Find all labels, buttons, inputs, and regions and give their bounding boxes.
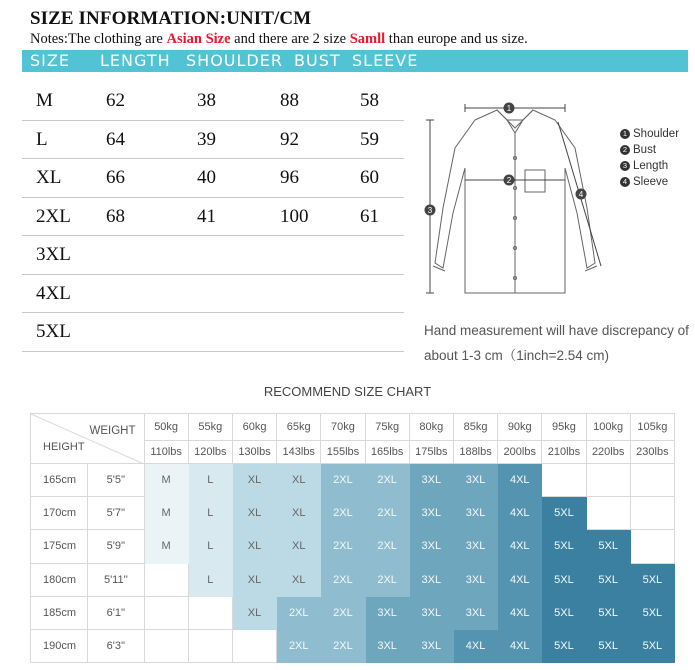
size-cell: 5XL	[586, 596, 630, 629]
size-row	[22, 236, 404, 275]
size-row-sleeve: 59	[360, 128, 379, 150]
size-cell: 3XL	[409, 497, 453, 530]
height-ft: 5'7''	[88, 497, 144, 530]
size-cell: 2XL	[365, 530, 409, 563]
size-cell: 3XL	[453, 464, 497, 497]
size-info-title: SIZE INFORMATION:UNIT/CM	[30, 8, 312, 29]
size-row-bust: 88	[280, 90, 299, 111]
size-cell: 2XL	[277, 629, 321, 662]
size-cell: 4XL	[498, 530, 542, 563]
diagram-legend	[620, 126, 679, 190]
weight-kg-header: 90kg	[498, 414, 542, 441]
weight-lbs-header: 230lbs	[630, 441, 674, 464]
weight-kg-header: 55kg	[188, 414, 232, 441]
size-row-size: L	[36, 128, 48, 150]
size-row-shoulder: 41	[197, 205, 216, 227]
size-cell: XL	[232, 464, 276, 497]
weight-lbs-header: 220lbs	[586, 441, 630, 464]
size-cell: XL	[232, 563, 276, 596]
weight-kg-header: 85kg	[453, 414, 497, 441]
size-cell: 5XL	[542, 629, 586, 662]
size-cell: M	[144, 464, 188, 497]
size-cell: 2XL	[365, 464, 409, 497]
size-row-length: 62	[106, 90, 125, 111]
recommend-size-chart	[30, 413, 675, 663]
measurement-header-banner	[22, 50, 688, 72]
marker-4-label: 4	[578, 190, 584, 199]
weight-kg-header: 70kg	[321, 414, 365, 441]
size-cell: 2XL	[321, 596, 365, 629]
size-row-sleeve: 58	[360, 90, 379, 111]
size-cell: L	[188, 464, 232, 497]
banner-length-label: LENGTH	[100, 51, 171, 70]
size-cell: 2XL	[277, 596, 321, 629]
size-cell: 3XL	[453, 596, 497, 629]
legend-label-length: Length	[633, 160, 669, 172]
chart-corner	[31, 414, 145, 464]
legend-num-1: 1	[620, 129, 630, 139]
notes-samll: Samll	[349, 31, 386, 47]
corner-diagonal	[31, 414, 144, 464]
height-ft: 6'3''	[88, 629, 144, 662]
height-ft: 5'9''	[88, 530, 144, 563]
height-label: HEIGHT	[43, 441, 85, 454]
size-cell: 5XL	[630, 563, 674, 596]
size-cell: 3XL	[365, 596, 409, 629]
legend-bust	[620, 142, 679, 158]
size-cell: XL	[277, 497, 321, 530]
height-ft: 6'1''	[88, 596, 144, 629]
height-cm: 175cm	[31, 530, 88, 563]
empty-cell	[144, 563, 188, 596]
size-row-size: 2XL	[36, 205, 71, 227]
weight-kg-header: 65kg	[277, 414, 321, 441]
size-row	[22, 198, 404, 237]
size-cell: 2XL	[321, 497, 365, 530]
size-cell: XL	[277, 530, 321, 563]
size-cell: 5XL	[586, 530, 630, 563]
empty-cell	[232, 629, 276, 662]
legend-length	[620, 158, 679, 174]
height-cm: 170cm	[31, 497, 88, 530]
size-cell: 4XL	[498, 464, 542, 497]
weight-label: WEIGHT	[89, 425, 136, 437]
size-cell: 5XL	[630, 596, 674, 629]
size-cell: 3XL	[453, 563, 497, 596]
size-cell: 4XL	[498, 596, 542, 629]
size-cell: 2XL	[321, 563, 365, 596]
size-row-size: 3XL	[36, 244, 71, 265]
hand-note-line-2: about 1-3 cm（1inch=2.54 cm)	[424, 348, 609, 363]
size-row-size: XL	[36, 167, 62, 188]
banner-size-label: SIZE	[30, 51, 70, 70]
empty-cell	[144, 596, 188, 629]
height-cm: 190cm	[31, 629, 88, 662]
size-cell: 3XL	[365, 629, 409, 662]
legend-label-sleeve: Sleeve	[633, 176, 669, 188]
notes-suffix: than europe and us size.	[385, 31, 528, 47]
chart-row	[31, 497, 675, 530]
empty-cell	[630, 497, 674, 530]
size-cell: L	[188, 563, 232, 596]
marker-1-label: 1	[506, 104, 512, 113]
size-cell: 5XL	[542, 596, 586, 629]
size-row-sleeve: 60	[360, 167, 379, 188]
legend-num-4: 4	[620, 177, 630, 187]
size-measurement-table	[22, 82, 404, 352]
empty-cell	[188, 596, 232, 629]
size-cell: 3XL	[453, 497, 497, 530]
legend-label-bust: Bust	[633, 144, 657, 156]
banner-shoulder-label: SHOULDER	[186, 51, 283, 70]
size-cell: 3XL	[409, 464, 453, 497]
legend-num-3: 3	[620, 161, 630, 171]
weight-kg-header: 100kg	[586, 414, 630, 441]
size-notes	[30, 31, 528, 48]
empty-cell	[188, 629, 232, 662]
size-row-shoulder: 39	[197, 128, 216, 150]
size-cell: 2XL	[321, 464, 365, 497]
size-row-length: 64	[106, 128, 125, 150]
size-row	[22, 159, 404, 198]
size-cell: 4XL	[498, 563, 542, 596]
weight-kg-header: 75kg	[365, 414, 409, 441]
size-cell: XL	[232, 530, 276, 563]
size-cell: 5XL	[542, 530, 586, 563]
weight-kg-header: 105kg	[630, 414, 674, 441]
size-row-length: 66	[106, 167, 125, 188]
notes-prefix: Notes:The clothing are	[30, 31, 167, 47]
size-row	[22, 121, 404, 160]
weight-lbs-header: 130lbs	[232, 441, 276, 464]
size-row-sleeve: 61	[360, 205, 379, 227]
size-row-shoulder: 40	[197, 167, 216, 188]
legend-sleeve	[620, 174, 679, 190]
chart-row	[31, 563, 675, 596]
weight-kg-header: 95kg	[542, 414, 586, 441]
size-row-size: M	[36, 90, 53, 111]
size-cell: M	[144, 530, 188, 563]
size-row	[22, 275, 404, 314]
chart-row	[31, 464, 675, 497]
size-cell: XL	[277, 464, 321, 497]
size-row-length: 68	[106, 205, 125, 227]
size-cell: 3XL	[409, 563, 453, 596]
size-cell: 5XL	[542, 563, 586, 596]
weight-kg-header: 60kg	[232, 414, 276, 441]
size-cell: 2XL	[365, 497, 409, 530]
chart-row	[31, 596, 675, 629]
chart-row	[31, 530, 675, 563]
weight-kg-header: 80kg	[409, 414, 453, 441]
size-row-bust: 100	[280, 205, 309, 227]
size-row-size: 5XL	[36, 321, 71, 342]
legend-shoulder	[620, 126, 679, 142]
hand-measurement-note	[424, 318, 694, 368]
weight-lbs-header: 200lbs	[498, 441, 542, 464]
notes-mid: and there are 2 size	[230, 31, 350, 47]
shirt-measurement-diagram	[415, 88, 615, 308]
empty-cell	[586, 464, 630, 497]
weight-lbs-header: 120lbs	[188, 441, 232, 464]
size-cell: 5XL	[586, 629, 630, 662]
size-cell: 2XL	[321, 629, 365, 662]
size-cell: XL	[232, 497, 276, 530]
legend-label-shoulder: Shoulder	[633, 128, 680, 140]
hand-note-line-1: Hand measurement will have discrepancy of	[424, 323, 689, 338]
chart-row	[31, 629, 675, 662]
size-cell: 3XL	[409, 530, 453, 563]
empty-cell	[630, 530, 674, 563]
height-cm: 165cm	[31, 464, 88, 497]
size-cell: L	[188, 530, 232, 563]
height-ft: 5'5''	[88, 464, 144, 497]
legend-num-2: 2	[620, 145, 630, 155]
banner-sleeve-label: SLEEVE	[352, 51, 419, 70]
recommend-chart-title: RECOMMEND SIZE CHART	[263, 384, 432, 399]
empty-cell	[542, 464, 586, 497]
weight-lbs-header: 210lbs	[542, 441, 586, 464]
height-cm: 180cm	[31, 563, 88, 596]
marker-2-label: 2	[506, 176, 512, 185]
size-cell: 4XL	[498, 629, 542, 662]
size-cell: 3XL	[453, 530, 497, 563]
size-cell: 2XL	[365, 563, 409, 596]
banner-bust-label: BUST	[294, 51, 341, 70]
size-cell: 4XL	[498, 497, 542, 530]
size-cell: XL	[232, 596, 276, 629]
size-cell: 2XL	[321, 530, 365, 563]
size-row-size: 4XL	[36, 282, 71, 304]
weight-lbs-header: 175lbs	[409, 441, 453, 464]
empty-cell	[586, 497, 630, 530]
size-cell: 4XL	[453, 629, 497, 662]
weight-lbs-header: 188lbs	[453, 441, 497, 464]
size-row	[22, 313, 404, 352]
size-row-bust: 96	[280, 167, 299, 188]
notes-asian-size: Asian Size	[166, 31, 231, 47]
empty-cell	[144, 629, 188, 662]
height-ft: 5'11''	[88, 563, 144, 596]
size-cell: L	[188, 497, 232, 530]
size-row-shoulder: 38	[197, 90, 216, 111]
size-cell: 3XL	[409, 596, 453, 629]
size-row	[22, 82, 404, 121]
size-row-bust: 92	[280, 128, 299, 150]
weight-lbs-header: 143lbs	[277, 441, 321, 464]
size-cell: 3XL	[409, 629, 453, 662]
weight-lbs-header: 165lbs	[365, 441, 409, 464]
weight-kg-header: 50kg	[144, 414, 188, 441]
size-cell: 5XL	[542, 497, 586, 530]
size-cell: 5XL	[630, 629, 674, 662]
size-cell: M	[144, 497, 188, 530]
height-cm: 185cm	[31, 596, 88, 629]
marker-3-label: 3	[427, 206, 433, 215]
weight-lbs-header: 110lbs	[144, 441, 188, 464]
weight-lbs-header: 155lbs	[321, 441, 365, 464]
size-cell: XL	[277, 563, 321, 596]
empty-cell	[630, 464, 674, 497]
size-cell: 5XL	[586, 563, 630, 596]
